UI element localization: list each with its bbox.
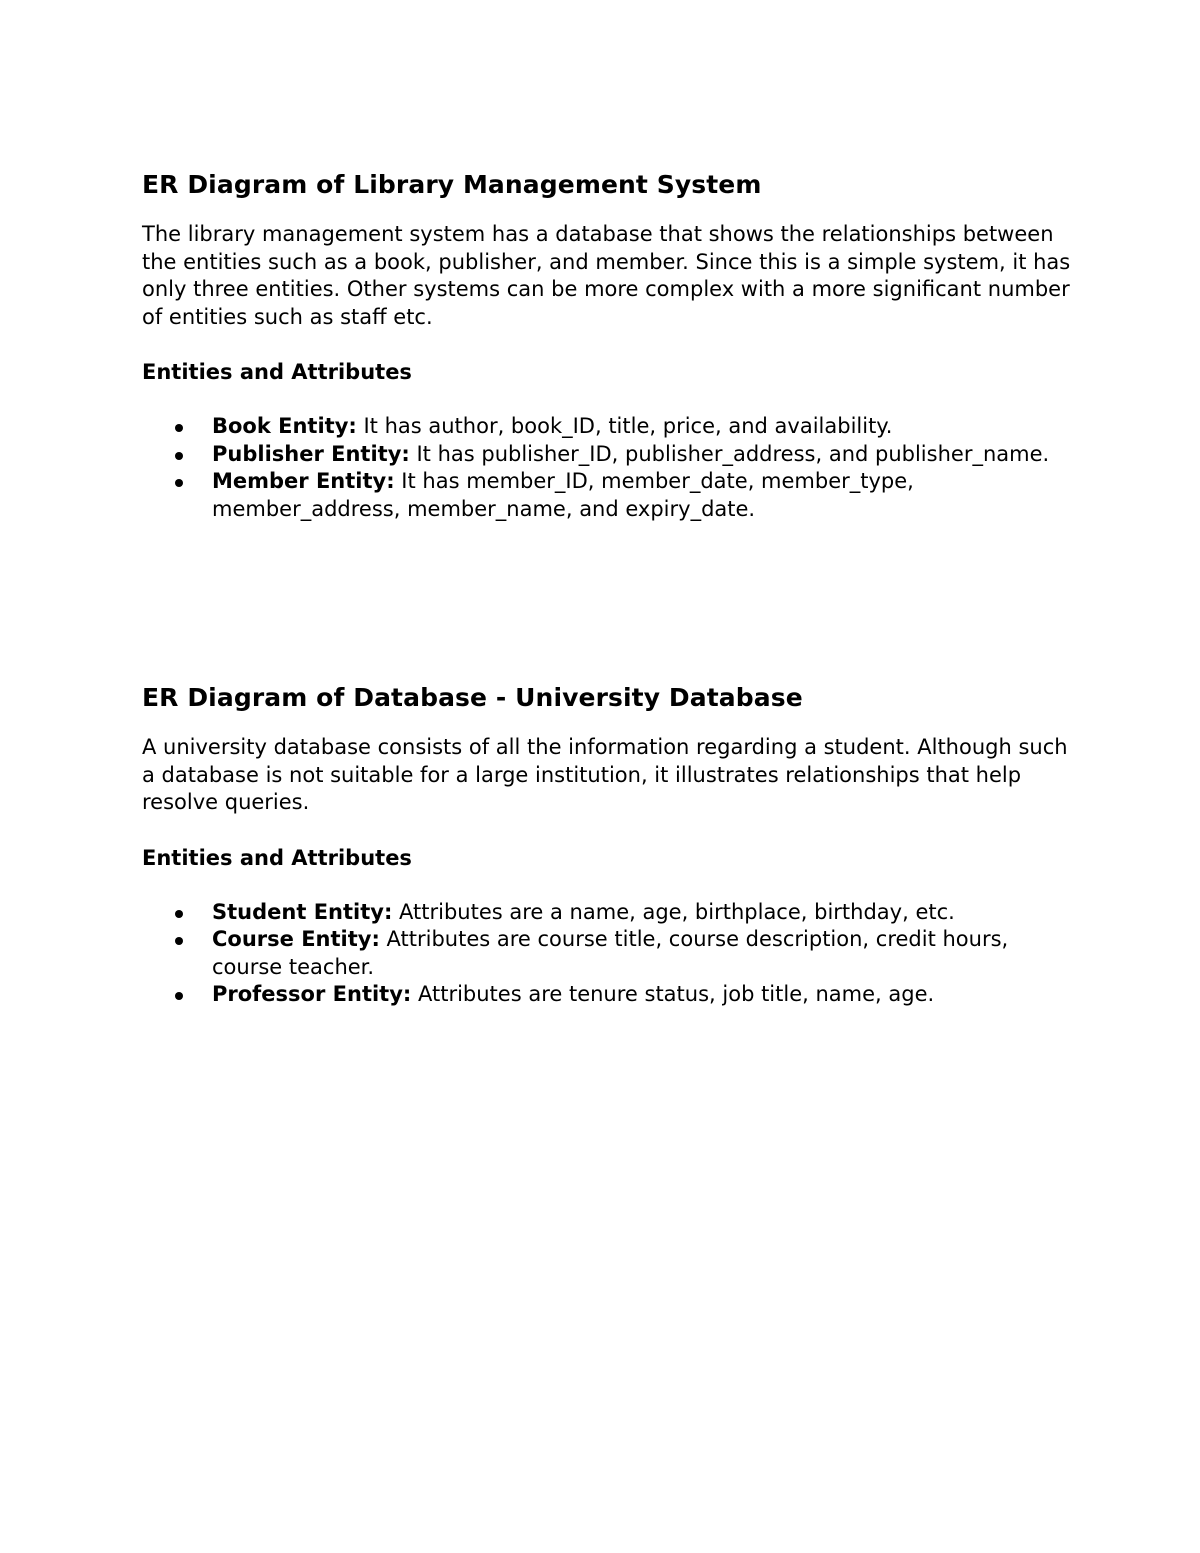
list-item [142, 926, 1072, 981]
section-paragraph: A university database consists of all the information regarding a student. Although such a database is not suitable for a large institution, it illustrates relationships that help resolve queries. [142, 735, 1068, 814]
entity-term: Member Entity: [212, 469, 395, 493]
list-item [142, 468, 1072, 523]
bullet-icon [175, 424, 183, 432]
university-section [142, 679, 1072, 1009]
list-item [142, 413, 1072, 441]
entity-list [142, 899, 1072, 1009]
entity-term: Book Entity: [212, 414, 357, 438]
list-item [142, 899, 1072, 927]
entities-subheading: Entities and Attributes [142, 845, 412, 870]
entity-term: Publisher Entity: [212, 441, 410, 466]
entity-term: Course Entity: [212, 927, 380, 951]
entity-description: It has publisher_ID, publisher_address, and publisher_name. [409, 441, 1050, 466]
entity-term: Student Entity: [212, 899, 393, 924]
section-heading: ER Diagram of Library Management System [142, 170, 762, 199]
bullet-icon [175, 992, 183, 1000]
list-item [142, 981, 1072, 1009]
bullet-icon [175, 479, 183, 487]
bullet-icon [175, 937, 183, 945]
section-paragraph: The library management system has a database that shows the relationships between the entities such as a book, publisher, and member. Since this is a simple system, it has only three entities. Other systems can be more complex with a more significant number of entities such as staff etc. [142, 222, 1071, 329]
section-heading: ER Diagram of Database - University Database [142, 683, 803, 712]
entity-term: Professor Entity: [212, 982, 412, 1006]
entity-description: It has member_ID, member_date, member_type, member_address, member_name, and expiry_date. [212, 469, 914, 521]
entity-list [142, 413, 1072, 523]
list-item [142, 441, 1072, 469]
entities-subheading: Entities and Attributes [142, 360, 412, 384]
entity-description: Attributes are course title, course description, credit hours, course teacher. [212, 927, 1009, 979]
library-section [142, 166, 1072, 523]
bullet-icon [175, 910, 183, 918]
entity-description: It has author, book_ID, title, price, and availability. [356, 414, 893, 438]
entity-description: Attributes are a name, age, birthplace, birthday, etc. [392, 899, 955, 924]
entity-description: Attributes are tenure status, job title, name, age. [411, 982, 935, 1006]
bullet-icon [175, 452, 183, 460]
